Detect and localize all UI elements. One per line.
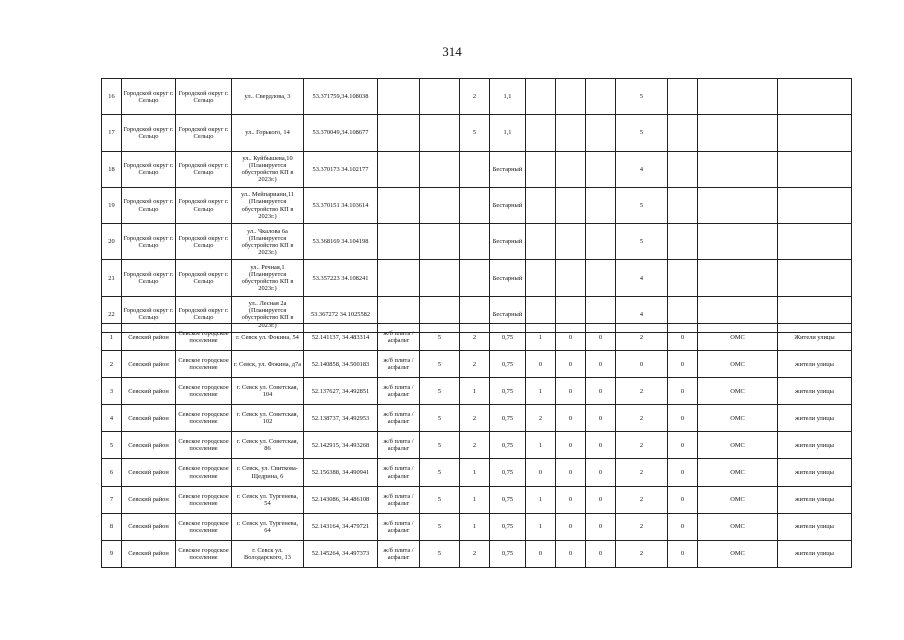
table-cell: ОМС [698,459,778,486]
table-cell: 5 [460,115,490,151]
table-cell: 1 [526,378,556,405]
table-cell: 5 [420,378,460,405]
table-row [102,459,852,486]
table-cell [556,151,586,187]
table-cell: г. Севск, ул. Свиткова-Щедрина, 6 [232,459,304,486]
table-cell [526,115,556,151]
table-cell: ж/б плита /асфальт [378,486,420,513]
table-cell: Бестарный [490,296,526,332]
table-cell: Севский район [122,486,176,513]
table-cell: 0,75 [490,486,526,513]
table-cell: ж/б плита /асфальт [378,405,420,432]
table-cell: Городской округ г. Сельцо [176,260,232,296]
table-cell: 52.142915, 34.493268 [304,432,378,459]
table-cell: 20 [102,224,122,260]
table-cell: ул.. Мейпариани,11 (Планируется обустройство КП в 2023г.) [232,187,304,223]
table-row [102,224,852,260]
table-cell [556,187,586,223]
table-cell: г. Севск ул. Володарского, 13 [232,540,304,567]
table-cell: 1 [526,432,556,459]
table-cell: г. Севск ул. Советская, 102 [232,405,304,432]
table-cell: 2 [616,405,668,432]
table-cell: Городской округ г. Сельцо [176,79,232,115]
table-cell: ул.. Куйбышева,10 (Планируется обустройство КП в 2023г.) [232,151,304,187]
table-cell: жители улицы [778,540,852,567]
table-cell: 2 [616,432,668,459]
table-cell: 2 [616,513,668,540]
table-cell [698,115,778,151]
table-cell: 52.156388, 34.490941 [304,459,378,486]
table-cell: ж/б плита /асфальт [378,459,420,486]
table-cell: 2 [460,351,490,378]
table-cell: 0 [668,324,698,351]
table-cell: 0 [556,378,586,405]
table-cell: ж/б плита /асфальт [378,351,420,378]
table-cell: 0 [586,378,616,405]
table-row [102,486,852,513]
table-cell: 7 [102,486,122,513]
table-cell [698,79,778,115]
table-cell [698,260,778,296]
table-cell: 2 [616,540,668,567]
table-cell: 0 [586,351,616,378]
table-cell: Севский район [122,324,176,351]
table-cell: ж/б плита /асфальт [378,378,420,405]
table-cell: жители улицы [778,405,852,432]
table-cell [420,115,460,151]
table-cell: 0 [556,351,586,378]
table-cell: 1 [460,513,490,540]
table-cell: 2 [460,540,490,567]
table-cell: Севское городское поселение [176,324,232,351]
table-cell [778,224,852,260]
table-cell: 2 [102,351,122,378]
table-cell: 53.370173 34.102177 [304,151,378,187]
table-cell: 5 [102,432,122,459]
page-number: 314 [442,44,462,59]
table-cell: 2 [460,79,490,115]
registry-table-bottom [101,323,852,568]
table-cell [586,79,616,115]
table-cell: 19 [102,187,122,223]
table-cell: 4 [616,296,668,332]
table-cell: 53.367272 34.1025582 [304,296,378,332]
table-cell [378,79,420,115]
table-cell: 0 [586,324,616,351]
table-cell: 17 [102,115,122,151]
table-cell [526,79,556,115]
table-cell: 0 [586,405,616,432]
table-cell: Городской округ г. Сельцо [122,151,176,187]
table-cell: 2 [616,459,668,486]
table-cell: Севское городское поселение [176,513,232,540]
table-row [102,351,852,378]
table-cell: г. Севск ул. Советская, 86 [232,432,304,459]
table-cell [526,224,556,260]
table-cell: ОМС [698,486,778,513]
table-cell: Севское городское поселение [176,405,232,432]
table-row [102,405,852,432]
table-cell: 0 [556,540,586,567]
table-cell [460,151,490,187]
table-cell: 52.138737, 34.492953 [304,405,378,432]
table-cell: жители улицы [778,432,852,459]
table-cell: 0 [556,432,586,459]
table-cell: Городской округ г. Сельцо [122,224,176,260]
table-cell: 2 [460,405,490,432]
table-cell: 22 [102,296,122,332]
table-cell [526,187,556,223]
table-cell: 4 [616,260,668,296]
table-cell: 0 [556,513,586,540]
table-cell: 1 [460,378,490,405]
table-cell: 0 [616,351,668,378]
table-cell: 53.357223 34.108241 [304,260,378,296]
table-cell: Севское городское поселение [176,459,232,486]
table-cell: 0 [586,486,616,513]
table-cell [778,187,852,223]
table-cell: 5 [420,486,460,513]
table-cell: Севский район [122,540,176,567]
table-cell: Городской округ г. Сельцо [122,115,176,151]
table-cell: 2 [460,324,490,351]
table-cell [698,187,778,223]
table-cell: 0,75 [490,405,526,432]
table-cell: 21 [102,260,122,296]
table-cell: 0 [586,432,616,459]
table-cell: г. Севск ул. Советская, 104 [232,378,304,405]
table-cell: Городской округ г. Сельцо [176,115,232,151]
table-cell [586,115,616,151]
table-cell: 2 [616,486,668,513]
table-cell: 2 [616,324,668,351]
table-cell: г. Севск ул. Фокина, 54 [232,324,304,351]
table-cell: 53.371759,34.108038 [304,79,378,115]
table-cell [378,260,420,296]
table-cell: Городской округ г. Сельцо [122,260,176,296]
table-cell: ул.. Чкалова 6а (Планируется обустройство КП в 2023г.) [232,224,304,260]
table-cell: 4 [102,405,122,432]
table-cell [586,187,616,223]
table-cell [668,260,698,296]
table-cell: г. Севск ул. Тургенева, 54 [232,486,304,513]
table-cell: 6 [102,459,122,486]
table-cell: Севский район [122,405,176,432]
table-cell: 5 [420,459,460,486]
table-cell: Севский район [122,513,176,540]
table-cell: Севский район [122,351,176,378]
table-cell: 0 [556,459,586,486]
table-cell: 5 [420,432,460,459]
table-cell: Севское городское поселение [176,486,232,513]
table-cell [668,187,698,223]
table-cell: ОМС [698,324,778,351]
table-cell: 52.143086, 34.486108 [304,486,378,513]
table-cell [586,260,616,296]
table-cell: 0,75 [490,351,526,378]
table-cell: ОМС [698,378,778,405]
table-cell: 5 [616,224,668,260]
table-cell: 1 [526,324,556,351]
table-cell [460,224,490,260]
table-cell [420,151,460,187]
table-cell: Городской округ г. Сельцо [176,224,232,260]
table-cell: 0 [526,459,556,486]
table-cell: ж/б плита /асфальт [378,513,420,540]
table-cell: ул.. Речная,1 (Планируется обустройство КП в 2023г.) [232,260,304,296]
table-row [102,324,852,351]
table-cell [526,151,556,187]
table-cell: 2 [616,378,668,405]
table-cell: 2 [526,405,556,432]
table-cell: ОМС [698,540,778,567]
table-cell: ОМС [698,405,778,432]
table-cell: 2 [460,432,490,459]
table-cell: Городской округ г. Сельцо [176,187,232,223]
table-cell: 9 [102,540,122,567]
table-cell: 5 [616,187,668,223]
table-row [102,151,852,187]
table-cell: жители улицы [778,513,852,540]
table-cell: ОМС [698,351,778,378]
table-cell: Бестарный [490,224,526,260]
table-cell [556,224,586,260]
table-cell: Севский район [122,432,176,459]
table-cell: Бестарный [490,260,526,296]
table-cell: 0 [526,351,556,378]
table-cell: 0 [668,486,698,513]
table-cell: 0 [586,459,616,486]
table-cell: Городской округ г. Сельцо [122,187,176,223]
table-cell: 0 [586,540,616,567]
table-cell: жители улицы [778,351,852,378]
table-cell: ж/б плита /асфальт [378,540,420,567]
table-cell [668,79,698,115]
table-cell: Севское городское поселение [176,432,232,459]
table-cell: 5 [420,513,460,540]
table-cell: Севский район [122,459,176,486]
table-cell: ул.. Горького, 14 [232,115,304,151]
table-cell: 53.370049,34.108677 [304,115,378,151]
table-cell: ОМС [698,513,778,540]
table-cell: Городской округ г. Сельцо [122,79,176,115]
table-cell: 52.141137, 34.483314 [304,324,378,351]
table-cell [378,115,420,151]
table-cell [698,151,778,187]
table-cell: жители улицы [778,378,852,405]
table-cell: 0 [556,405,586,432]
table-cell: 0,75 [490,459,526,486]
table-cell: 3 [102,378,122,405]
table-cell: 1 [460,459,490,486]
table-cell [778,79,852,115]
table-cell [778,260,852,296]
table-cell: 1,1 [490,115,526,151]
table-cell: 1 [460,486,490,513]
table-cell [668,151,698,187]
table-cell: жители улицы [778,459,852,486]
table-cell [378,187,420,223]
table-cell [378,224,420,260]
table-row [102,115,852,151]
table-cell: 52.143164, 34.479721 [304,513,378,540]
table-cell: 0 [668,405,698,432]
table-cell: 52.140858, 34.500183 [304,351,378,378]
table-cell: ул.. Свердлова, 3 [232,79,304,115]
table-cell: 0 [668,351,698,378]
table-cell [778,151,852,187]
table-cell: 0,75 [490,378,526,405]
table-row [102,540,852,567]
table-cell: Бестарный [490,187,526,223]
table-cell: 0,75 [490,432,526,459]
table-cell: Севский район [122,378,176,405]
table-cell [460,187,490,223]
table-cell: 0,75 [490,324,526,351]
table-cell: 0,75 [490,513,526,540]
table-row [102,260,852,296]
table-cell: 5 [616,115,668,151]
table-cell: 0 [526,540,556,567]
table-cell [420,79,460,115]
table-cell [586,224,616,260]
table-cell: ж/б плита /асфальт [378,324,420,351]
table-cell: г. Севск ул. Тургенева, 64 [232,513,304,540]
table-cell: ж/б плита /асфальт [378,432,420,459]
table-cell: 1 [526,513,556,540]
table-cell [460,260,490,296]
table-cell [526,260,556,296]
table-cell [668,115,698,151]
table-cell: 0 [668,513,698,540]
table-cell: Жители улицы [778,324,852,351]
table-cell: Городской округ г. Сельцо [176,296,232,332]
table-cell [556,79,586,115]
table-cell: 52.137627, 34.492851 [304,378,378,405]
table-cell: ул.. Лесная 2а (Планируется обустройство КП в 2023г.) [232,296,304,332]
table-cell: Севское городское поселение [176,351,232,378]
table-row [102,432,852,459]
table-cell: 4 [616,151,668,187]
table-cell: 53.368169 34.104198 [304,224,378,260]
table-cell [668,224,698,260]
table-cell: 0 [586,513,616,540]
table-cell: г. Севск, ул. Фокина, д7а [232,351,304,378]
table-cell: 0 [668,378,698,405]
table-cell: Городской округ г. Сельцо [176,151,232,187]
table-cell: Городской округ г. Сельцо [122,296,176,332]
table-cell [556,260,586,296]
table-cell: 18 [102,151,122,187]
table-cell: 52.145264, 34.497373 [304,540,378,567]
table-cell: 5 [420,540,460,567]
table-cell: Севское городское поселение [176,540,232,567]
table-row [102,378,852,405]
registry-table-top [101,78,852,333]
table-cell [586,151,616,187]
table-cell: 0 [668,459,698,486]
table-cell: ОМС [698,432,778,459]
table-cell: 1 [526,486,556,513]
table-cell: 5 [420,324,460,351]
table-cell [420,187,460,223]
table-cell: 8 [102,513,122,540]
table-cell [420,260,460,296]
table-cell: Севское городское поселение [176,378,232,405]
table-cell: Бестарный [490,151,526,187]
table-cell: 1 [102,324,122,351]
table-row [102,187,852,223]
table-cell: 0 [668,432,698,459]
table-cell: 53.370151 34.103614 [304,187,378,223]
table-cell: 0 [668,540,698,567]
table-row [102,79,852,115]
table-cell: 5 [420,405,460,432]
table-cell: 5 [616,79,668,115]
table-cell: 5 [420,351,460,378]
table-cell: 0 [556,486,586,513]
table-row [102,513,852,540]
table-cell [778,115,852,151]
table-cell [556,115,586,151]
table-cell: жители улицы [778,486,852,513]
table-cell [378,151,420,187]
table-cell: 0 [556,324,586,351]
table-cell: 0,75 [490,540,526,567]
table-cell: 16 [102,79,122,115]
table-cell: 1,1 [490,79,526,115]
table-cell [698,224,778,260]
table-cell [420,224,460,260]
